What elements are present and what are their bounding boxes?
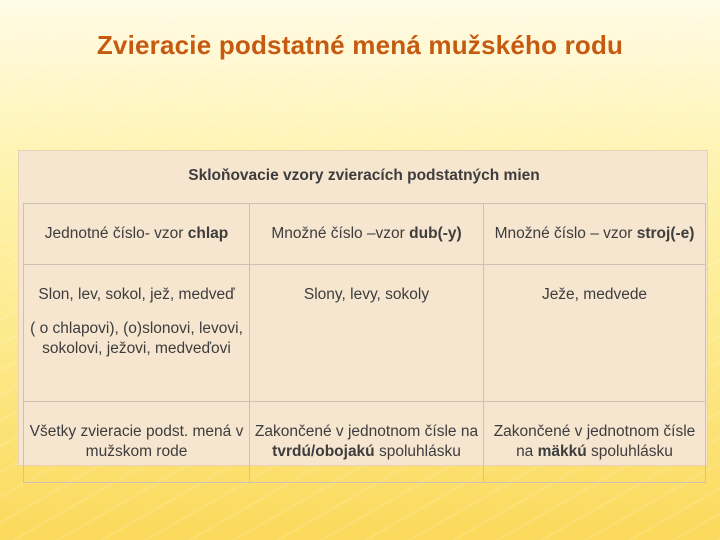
declension-table-panel: [18, 150, 708, 466]
header-cell-stroj: [484, 204, 706, 265]
examples-singular-cell: [24, 265, 250, 402]
declension-table: [23, 203, 706, 483]
header-suffix: (-y): [437, 225, 462, 242]
table-caption: Skloňovacie vzory zvieracích podstatných mien: [188, 167, 540, 184]
header-text: Jednotné číslo- vzor: [44, 225, 188, 242]
singular-examples: Slon, lev, sokol, jež, medveď: [38, 286, 235, 303]
note-cell-1: Všetky zvieracie podst. mená v mužskom rode: [24, 402, 250, 483]
table-header-row: [24, 204, 706, 265]
examples-plural-stroj-cell: Ježe, medvede: [484, 265, 706, 402]
header-text: Množné číslo – vzor: [494, 225, 637, 242]
pattern-word-dub: dub: [409, 225, 438, 242]
table-row-notes: [24, 402, 706, 483]
table-row-examples: [24, 265, 706, 402]
pattern-word-chlap: chlap: [187, 225, 229, 242]
soft-consonant-term: mäkkú: [537, 443, 587, 460]
note-cell-2: Zakončené v jednotnom čísle na tvrdú/obojakú spoluhlásku: [250, 402, 484, 483]
header-cell-dub: [250, 204, 484, 265]
pattern-word-stroj: stroj: [636, 225, 671, 242]
examples-plural-dub-cell: Slony, levy, sokoly: [250, 265, 484, 402]
dative-examples: ( o chlapovi), (o)slonovi, levovi, sokolovi, ježovi, medveďovi: [30, 320, 243, 357]
header-text: Množné číslo –vzor: [271, 225, 410, 242]
slide-title: Zvieracie podstatné mená mužského rodu: [96, 30, 624, 60]
header-cell-chlap: [24, 204, 250, 265]
hard-consonant-term: tvrdú/obojakú: [272, 443, 375, 460]
header-suffix: (-e): [670, 225, 695, 242]
note-cell-3: Zakončené v jednotnom čísle na mäkkú spoluhlásku: [484, 402, 706, 483]
